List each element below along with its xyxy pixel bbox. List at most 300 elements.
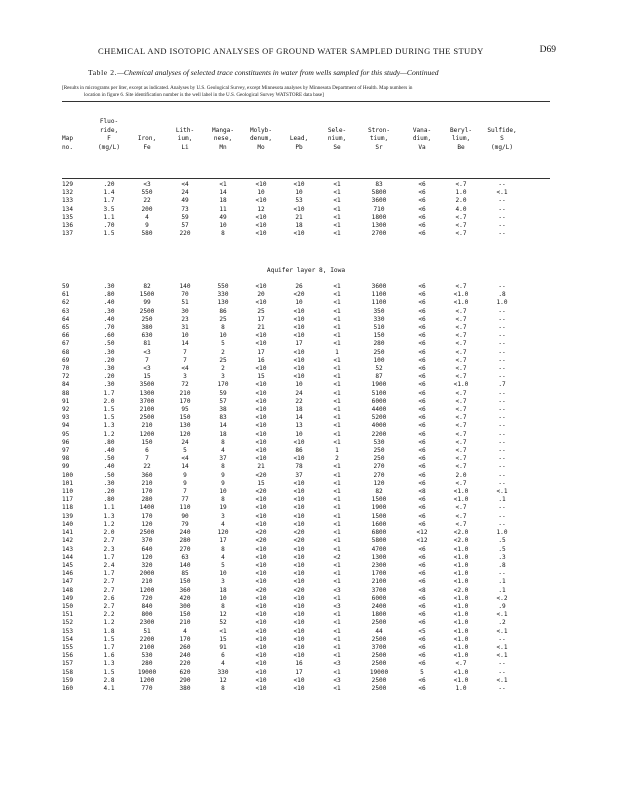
table-cell: 2.0 (103, 397, 115, 405)
table-cell: .80 (103, 291, 115, 299)
table-cell: 630 (141, 332, 153, 340)
column-header (166, 118, 204, 127)
map-number-cell: 64 (62, 315, 70, 323)
table-cell: 15 (219, 635, 227, 643)
table-cell: <12 (416, 537, 428, 545)
table-cell: <.7 (455, 430, 467, 438)
table-cell: 15 (143, 373, 151, 381)
table-cell: 1.0 (455, 684, 467, 692)
table-cell: 5200 (371, 414, 387, 422)
table-cell: <6 (418, 545, 426, 553)
table-cell: 3700 (139, 397, 155, 405)
table-cell: 1200 (139, 676, 155, 684)
table-cell: -- (498, 340, 506, 348)
table-cell: 2.7 (103, 578, 115, 586)
table-cell: <1.0 (453, 545, 469, 553)
table-cell: <20 (255, 586, 267, 594)
table-cell: <1 (333, 578, 341, 586)
column-header: (mg/L) (490, 143, 513, 151)
column-header: Sr (375, 143, 383, 151)
table-cell: <2.0 (453, 529, 469, 537)
table-cell: <10 (255, 213, 267, 221)
table-cell: 14 (295, 414, 303, 422)
table-cell: 86 (295, 447, 303, 455)
table-cell: <6 (418, 299, 426, 307)
table-cell: <.1 (496, 676, 508, 684)
table-cell: 9 (221, 479, 225, 487)
table-cell: 1.5 (103, 635, 115, 643)
table-cell: <10 (293, 594, 305, 602)
table-row (62, 189, 524, 197)
map-number-cell: 159 (62, 676, 74, 684)
table-cell: <1.0 (453, 488, 469, 496)
table-cell: <.1 (496, 189, 508, 197)
table-cell: 770 (141, 684, 153, 692)
table-cell: <20 (255, 529, 267, 537)
table-cell: 1400 (139, 504, 155, 512)
table-cell: <1.0 (453, 627, 469, 635)
table-cell: <.7 (455, 340, 467, 348)
table-cell: 330 (217, 291, 229, 299)
table-cell: <10 (293, 504, 305, 512)
table-cell: <10 (255, 684, 267, 692)
table-cell: 19000 (369, 668, 389, 676)
table-cell: .1 (498, 496, 506, 504)
table-cell: <6 (418, 455, 426, 463)
map-number-cell: 145 (62, 561, 74, 569)
table-row (62, 230, 524, 238)
column-header (318, 118, 356, 127)
table-cell: 710 (373, 205, 385, 213)
table-cell: 17 (257, 348, 265, 356)
table-cell: <1 (333, 668, 341, 676)
table-cell: 250 (373, 447, 385, 455)
table-cell: 220 (179, 230, 191, 238)
table-cell: 1.1 (103, 504, 115, 512)
table-cell: 2.7 (103, 586, 115, 594)
table-cell: <20 (293, 291, 305, 299)
table-cell: .40 (103, 315, 115, 323)
column-header (480, 118, 524, 127)
table-cell: <1.0 (453, 635, 469, 643)
table-cell: -- (498, 373, 506, 381)
map-number-cell: 67 (62, 340, 70, 348)
table-cell: <10 (293, 652, 305, 660)
table-row (62, 406, 524, 414)
table-row (62, 496, 524, 504)
table-cell: 30 (181, 307, 189, 315)
column-header: nium, (327, 135, 347, 143)
map-number-cell: 95 (62, 430, 70, 438)
table-cell: <1.0 (453, 291, 469, 299)
table-cell: <20 (255, 488, 267, 496)
table-cell: 2200 (139, 635, 155, 643)
table-cell: <10 (293, 512, 305, 520)
table-cell: <10 (293, 307, 305, 315)
table-cell: 1.4 (103, 189, 115, 197)
map-number-cell: 97 (62, 447, 70, 455)
table-cell: <1 (333, 340, 341, 348)
table-cell: .30 (103, 381, 115, 389)
table-cell: 2300 (371, 561, 387, 569)
table-cell: .8 (498, 291, 506, 299)
table-cell: <20 (255, 471, 267, 479)
table-cell: <1 (333, 504, 341, 512)
table-row (62, 324, 524, 332)
table-cell: 38 (219, 406, 227, 414)
table-cell: 4 (221, 447, 225, 455)
table-row (62, 283, 524, 291)
table-cell: 280 (141, 660, 153, 668)
table-cell: <10 (255, 635, 267, 643)
table-cell: 2200 (371, 430, 387, 438)
table-cell: <3 (143, 365, 151, 373)
map-number-cell: 149 (62, 594, 74, 602)
table-cell: 2500 (371, 676, 387, 684)
table-cell: <6 (418, 561, 426, 569)
map-number-cell: 155 (62, 643, 74, 651)
table-cell: <10 (255, 430, 267, 438)
headnote-line-2: location in figure 6. Site identification number is the well label in the U.S. Geological Survey WATSTORE data base] (84, 92, 324, 99)
table-cell: 2300 (139, 619, 155, 627)
table-cell: 550 (217, 283, 229, 290)
table-cell: <.7 (455, 455, 467, 463)
table-cell: <1 (219, 627, 227, 635)
map-number-cell: 141 (62, 529, 74, 537)
table-cell: <1 (333, 181, 341, 188)
table-cell: 1 (335, 447, 339, 455)
table-cell: 5 (420, 668, 424, 676)
table-cell: .3 (498, 553, 506, 561)
table-cell: 2500 (371, 652, 387, 660)
table-cell: 9 (183, 471, 187, 479)
map-number-cell: 140 (62, 520, 74, 528)
table-cell: <3 (333, 660, 341, 668)
table-cell: <10 (293, 684, 305, 692)
table-cell: <1.0 (453, 619, 469, 627)
table-row (62, 644, 524, 652)
table-cell: .50 (103, 340, 115, 348)
table-cell: -- (498, 512, 506, 520)
table-cell: 2500 (139, 414, 155, 422)
table-cell: <1 (333, 545, 341, 553)
table-cell: 2 (335, 455, 339, 463)
table-cell: <1 (219, 181, 227, 188)
table-cell: -- (498, 365, 506, 373)
table-cell: 130 (179, 422, 191, 430)
table-cell: <10 (255, 570, 267, 578)
table-cell: <6 (418, 479, 426, 487)
table-row (62, 562, 524, 570)
table-cell: <3 (333, 676, 341, 684)
table-cell: <10 (293, 619, 305, 627)
column-header: Li (181, 143, 189, 151)
table-cell: <1 (333, 373, 341, 381)
table-cell: <1 (333, 222, 341, 230)
table-cell: -- (498, 324, 506, 332)
table-row (62, 365, 524, 373)
table-cell: <2.0 (453, 537, 469, 545)
table-cell: <10 (255, 447, 267, 455)
table-cell: <20 (255, 537, 267, 545)
map-number-cell: 88 (62, 389, 70, 397)
table-cell: <1.0 (453, 676, 469, 684)
table-cell: 8 (221, 438, 225, 446)
table-row (62, 340, 524, 348)
table-cell: 5 (183, 447, 187, 455)
map-number-cell: 142 (62, 537, 74, 545)
table-cell: 57 (219, 397, 227, 405)
table-cell: <3 (333, 602, 341, 610)
table-cell: 6 (145, 447, 149, 455)
table-row (62, 308, 524, 316)
table-cell: 1900 (371, 504, 387, 512)
table-row (62, 316, 524, 324)
table-cell: .20 (103, 373, 115, 381)
table-cell: <1.0 (453, 578, 469, 586)
table-cell: <10 (293, 365, 305, 373)
table-cell: -- (498, 332, 506, 340)
table-row (62, 619, 524, 627)
table-cell: <6 (418, 570, 426, 578)
table-cell: 1.0 (455, 189, 467, 197)
table-cell: .8 (498, 561, 506, 569)
table-cell: 4 (183, 627, 187, 635)
table-cell: <.7 (455, 414, 467, 422)
table-cell: 21 (257, 324, 265, 332)
table-cell: <.7 (455, 389, 467, 397)
table-cell: <10 (293, 205, 305, 213)
table-cell: <4 (181, 365, 189, 373)
table-cell: <6 (418, 332, 426, 340)
table-cell: 12 (257, 205, 265, 213)
map-number-cell: 157 (62, 660, 74, 668)
table-cell: 270 (179, 545, 191, 553)
table-cell: 1900 (371, 381, 387, 389)
table-cell: -- (498, 684, 506, 692)
table-cell: 18 (295, 222, 303, 230)
table-cell: <10 (255, 406, 267, 414)
table-cell: <10 (293, 496, 305, 504)
table-cell: 5 (221, 561, 225, 569)
table-cell: <1 (333, 496, 341, 504)
table-cell: 1200 (139, 586, 155, 594)
column-header: nese, (213, 135, 233, 143)
table-cell: <6 (418, 373, 426, 381)
table-cell: 8 (221, 545, 225, 553)
table-cell: 4 (221, 660, 225, 668)
table-cell: 4.0 (455, 205, 467, 213)
table-cell: 17 (219, 537, 227, 545)
map-number-cell: 62 (62, 299, 70, 307)
table-cell: 22 (295, 397, 303, 405)
table-cell: -- (498, 438, 506, 446)
table-cell: -- (498, 463, 506, 471)
table-cell: -- (498, 520, 506, 528)
table-cell: 26 (295, 283, 303, 290)
table-cell: 1800 (371, 611, 387, 619)
table-cell: -- (498, 660, 506, 668)
table-cell: 1.3 (103, 660, 115, 668)
table-row (62, 669, 524, 677)
table-cell: .20 (103, 488, 115, 496)
map-number-cell: 143 (62, 545, 74, 553)
table-cell: 1.2 (103, 619, 115, 627)
table-cell: <6 (418, 230, 426, 238)
table-body-bottom (62, 283, 524, 693)
table-cell: 210 (141, 578, 153, 586)
column-header (402, 118, 442, 127)
table-cell: <8 (418, 586, 426, 594)
column-header (204, 118, 242, 127)
table-cell: -- (498, 668, 506, 676)
table-cell: 4.1 (103, 684, 115, 692)
table-cell: .5 (498, 537, 506, 545)
table-row (62, 685, 524, 693)
table-cell: 1.7 (103, 643, 115, 651)
table-cell: 19000 (137, 668, 157, 676)
table-cell: <10 (255, 496, 267, 504)
table-cell: 86 (219, 307, 227, 315)
table-cell: -- (498, 447, 506, 455)
table-cell: 8 (221, 230, 225, 238)
table-cell: <10 (293, 332, 305, 340)
table-cell: 330 (217, 668, 229, 676)
table-row (62, 197, 524, 205)
map-number-cell: 134 (62, 205, 74, 213)
table-cell: 1100 (371, 291, 387, 299)
table-cell: 510 (373, 324, 385, 332)
table-cell: <1 (333, 213, 341, 221)
table-cell: 170 (179, 635, 191, 643)
table-row (62, 373, 524, 381)
map-number-cell: 136 (62, 222, 74, 230)
table-cell: 2700 (371, 230, 387, 238)
table-cell: 210 (141, 479, 153, 487)
column-header: Fe (143, 143, 151, 151)
table-cell: .20 (103, 356, 115, 364)
table-cell: 2.3 (103, 545, 115, 553)
table-cell: .50 (103, 455, 115, 463)
table-cell: .30 (103, 283, 115, 290)
table-cell: .40 (103, 463, 115, 471)
table-cell: 8 (221, 463, 225, 471)
table-cell: <.7 (455, 222, 467, 230)
table-cell: <.7 (455, 660, 467, 668)
table-cell: 4400 (371, 406, 387, 414)
table-cell: <10 (255, 627, 267, 635)
table-cell: 91 (219, 643, 227, 651)
table-cell: 10 (295, 430, 303, 438)
table-cell: <10 (293, 578, 305, 586)
table-cell: 2 (221, 365, 225, 373)
table-cell: <1.0 (453, 668, 469, 676)
column-header: Beryl- (449, 126, 472, 134)
table-cell: 530 (141, 652, 153, 660)
table-row (62, 554, 524, 562)
table-cell: -- (498, 479, 506, 487)
table-cell: 280 (179, 537, 191, 545)
table-cell: 2.0 (103, 529, 115, 537)
table-cell: 150 (179, 578, 191, 586)
table-cell: <6 (418, 381, 426, 389)
table-cell: 1200 (139, 430, 155, 438)
table-cell: <1 (333, 315, 341, 323)
table-cell: 17 (257, 315, 265, 323)
table-cell: 5800 (371, 189, 387, 197)
table-cell: 1.1 (103, 213, 115, 221)
table-cell: <5 (418, 627, 426, 635)
table-cell: <3 (333, 586, 341, 594)
table-cell: <1 (333, 197, 341, 205)
table-cell: 87 (375, 373, 383, 381)
table-cell: -- (498, 197, 506, 205)
table-cell: <10 (293, 643, 305, 651)
table-cell: <1 (333, 430, 341, 438)
column-header: Vana- (412, 126, 432, 134)
table-cell: <6 (418, 602, 426, 610)
table-cell: 140 (179, 283, 191, 290)
table-cell: <1 (333, 381, 341, 389)
table-cell: -- (498, 455, 506, 463)
column-header (280, 118, 318, 127)
map-number-cell: 135 (62, 213, 74, 221)
table-cell: 350 (373, 307, 385, 315)
column-header: Se (333, 143, 341, 151)
table-cell: 170 (141, 512, 153, 520)
table-cell: <1.0 (453, 611, 469, 619)
table-cell: <10 (255, 222, 267, 230)
table-cell: <1 (333, 570, 341, 578)
column-header: F (107, 135, 111, 143)
map-number-cell: 84 (62, 381, 70, 389)
table-cell: <6 (418, 422, 426, 430)
table-cell: 72 (181, 381, 189, 389)
table-cell: 1.8 (103, 627, 115, 635)
table-cell: 14 (181, 463, 189, 471)
table-cell: 1300 (371, 553, 387, 561)
table-row (62, 521, 524, 529)
table-cell: 1300 (139, 389, 155, 397)
table-cell: <1.0 (453, 553, 469, 561)
table-cell: 1500 (371, 496, 387, 504)
table-cell: 44 (375, 627, 383, 635)
map-number-cell: 61 (62, 291, 70, 299)
column-header: Stron- (367, 126, 390, 134)
column-header: S (500, 135, 504, 143)
table-cell: <.7 (455, 348, 467, 356)
table-cell: <.7 (455, 230, 467, 238)
table-cell: 3 (221, 512, 225, 520)
table-cell: <10 (255, 365, 267, 373)
table-cell: 1600 (371, 520, 387, 528)
table-cell: <10 (293, 553, 305, 561)
table-cell: 100 (373, 356, 385, 364)
table-cell: <10 (293, 602, 305, 610)
column-header: Va (418, 143, 426, 151)
table-cell: 4700 (371, 545, 387, 553)
table-cell: 120 (141, 553, 153, 561)
table-cell: <8 (418, 488, 426, 496)
table-cell: <6 (418, 611, 426, 619)
column-header: Pb (295, 143, 303, 151)
table-cell: 1800 (371, 213, 387, 221)
table-cell: 1.5 (103, 414, 115, 422)
column-header: Mn (219, 143, 227, 151)
table-cell: 250 (373, 348, 385, 356)
table-cell: <.7 (455, 447, 467, 455)
table-cell: 23 (181, 315, 189, 323)
